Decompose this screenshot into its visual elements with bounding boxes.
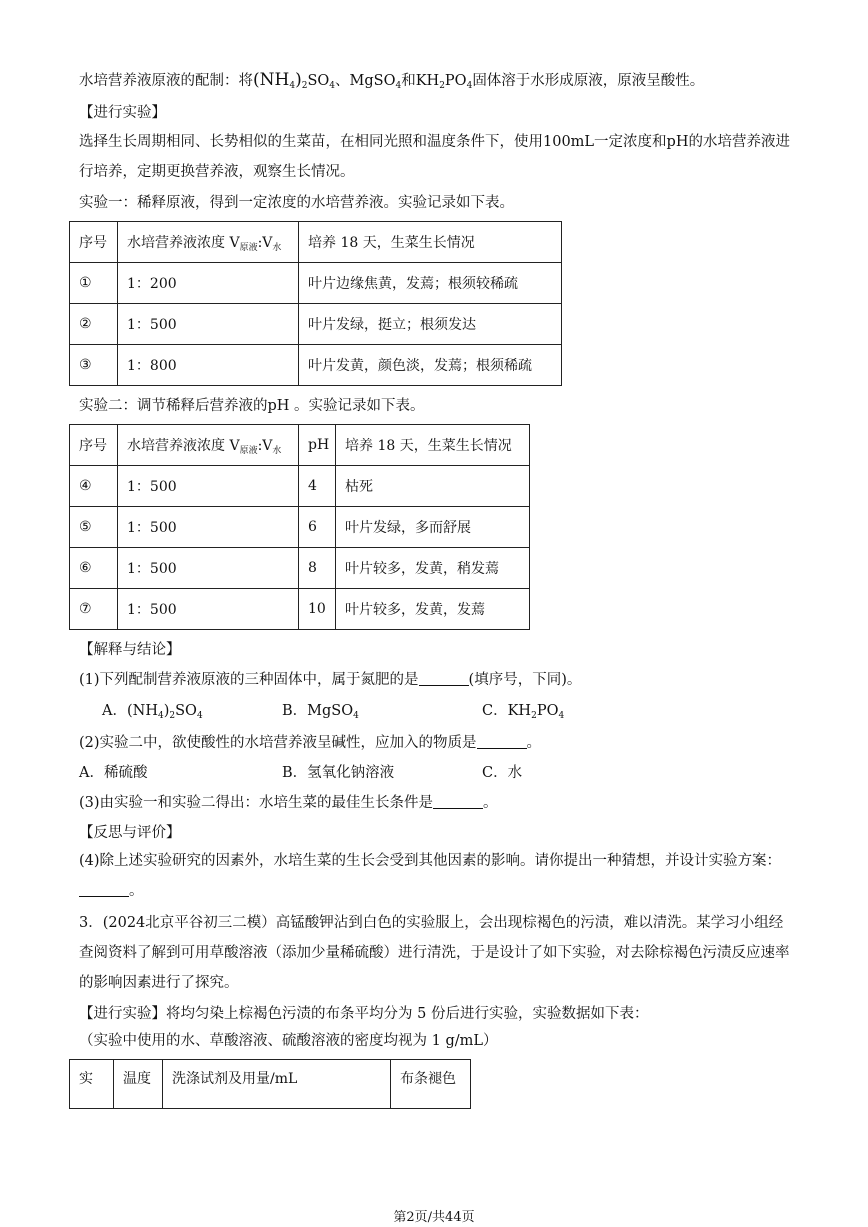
header-cell: 序号 <box>70 425 118 466</box>
header-cell: pH <box>299 425 336 466</box>
header-sub: 水 <box>272 242 282 253</box>
header-text: 水培营养液浓度 V <box>127 437 240 454</box>
formula-sub: 4 <box>157 711 164 721</box>
table-header-row <box>70 425 530 466</box>
q2-option-a: A．稀硫酸 <box>79 765 148 781</box>
formula-paren: ) <box>295 70 302 90</box>
question-tail: 。 <box>129 883 144 899</box>
table-cell: 叶片边缘焦黄，发蔫；根须较稀疏 <box>299 263 562 304</box>
formula-po: PO <box>444 73 467 89</box>
table-cell: 1：500 <box>118 589 299 630</box>
experiment2-title: 实验二：调节稀释后营养液的pH 。实验记录如下表。 <box>79 398 425 414</box>
question-text: (1)下列配制营养液原液的三种固体中，属于氮肥的是 <box>79 672 419 688</box>
intro-suffix: 固体溶于水形成原液，原液呈酸性。 <box>472 73 705 89</box>
question-text: (2)实验二中，欲使酸性的水培营养液呈碱性，应加入的物质是 <box>79 735 477 751</box>
option-label: C．KH <box>482 703 532 719</box>
header-cell: 温度 <box>114 1060 163 1109</box>
section-experiment: 【进行实验】 <box>79 105 166 121</box>
answer-blank[interactable] <box>419 671 469 686</box>
table-cell: 4 <box>299 466 336 507</box>
question-text: (3)由实验一和实验二得出：水培生菜的最佳生长条件是 <box>79 795 434 811</box>
question-tail: 。 <box>526 735 542 751</box>
question-tail: 。 <box>483 795 498 811</box>
question-text: (4)除上述实验研究的因素外，水培生菜的生长会受到其他因素的影响。请你提出一种猜想，并设计实验方案： <box>79 853 782 869</box>
option-label: A． <box>102 703 127 719</box>
table-cell: 10 <box>299 589 336 630</box>
section-reflection: 【反思与评价】 <box>79 825 181 841</box>
header-cell <box>118 425 299 466</box>
table-cell: ⑦ <box>70 589 118 630</box>
table-row <box>70 507 530 548</box>
table-header-row <box>70 1060 471 1109</box>
header-text: :V <box>257 437 273 454</box>
header-sub: 水 <box>272 445 282 456</box>
table-cell: 1：200 <box>118 263 299 304</box>
formula-sub: 4 <box>353 711 359 721</box>
q2-option-b: B．氢氧化钠溶液 <box>282 765 395 781</box>
page-footer: 第2页/共44页 <box>393 1210 475 1225</box>
table-cell: 1：500 <box>118 466 299 507</box>
problem-3-note: （实验中使用的水、草酸溶液、硫酸溶液的密度均视为 1 g/mL） <box>79 1033 498 1049</box>
header-sub: 原液 <box>239 242 258 253</box>
header-cell: 序号 <box>70 222 118 263</box>
experiment1-title: 实验一：稀释原液，得到一定浓度的水培营养液。实验记录如下表。 <box>79 195 514 211</box>
table-cell: 叶片发黄，颜色淡，发蔫；根须稀疏 <box>299 345 562 386</box>
intro-line <box>79 70 704 96</box>
table-cell: 叶片发绿，多而舒展 <box>336 507 530 548</box>
option-label: B．MgSO <box>282 703 354 719</box>
problem-3-text: 3．(2024北京平谷初三二模）高锰酸钾沾到白色的实验服上，会出现棕褐色的污渍，难以清洗。某学习小组经查阅资料了解到可用草酸溶液（添加少量稀硫酸）进行清洗，于是设计了如下实验，对去除棕褐色污渍反应速率的影响因素进行了探究。 <box>79 915 790 991</box>
table-cell: ③ <box>70 345 118 386</box>
table-cell: ④ <box>70 466 118 507</box>
table-cell: 1：500 <box>118 548 299 589</box>
formula-text: SO <box>175 703 197 719</box>
table-cell: ⑥ <box>70 548 118 589</box>
formula-sub: 4 <box>466 81 473 91</box>
formula-sub: 2 <box>169 711 176 721</box>
table-cell: ⑤ <box>70 507 118 548</box>
formula-sub: 2 <box>531 711 537 721</box>
question-1 <box>79 670 581 690</box>
formula-text: (NH <box>126 703 158 719</box>
formula-sub: 4 <box>395 81 402 91</box>
table-row <box>70 345 562 386</box>
formula-nh4: (NH <box>253 70 290 90</box>
header-cell: 布条褪色 <box>391 1060 471 1109</box>
problem-3-experiment <box>79 1004 648 1024</box>
table-problem3 <box>69 1059 471 1109</box>
table-cell: ① <box>70 263 118 304</box>
formula-text: PO <box>536 703 559 719</box>
table-header-row <box>70 222 562 263</box>
experiment-text: 将均匀染上棕褐色污渍的布条平均分为 5 份后进行实验，实验数据如下表： <box>166 1006 649 1022</box>
table-cell: 1：500 <box>118 304 299 345</box>
table-row <box>70 304 562 345</box>
header-text: 水培营养液浓度 V <box>127 234 240 251</box>
formula-sub: 2 <box>301 81 308 91</box>
header-cell: 实 <box>70 1060 114 1109</box>
answer-blank[interactable] <box>477 734 527 749</box>
table-cell: 6 <box>299 507 336 548</box>
header-sub: 原液 <box>239 445 258 456</box>
table-row <box>70 466 530 507</box>
formula-sub: 4 <box>196 711 203 721</box>
formula-kh2po4: 和KH <box>401 73 440 89</box>
table-cell: 1：500 <box>118 507 299 548</box>
header-cell: 培养 18 天，生菜生长情况 <box>336 425 530 466</box>
formula-sub: 2 <box>439 81 445 91</box>
table-row <box>70 548 530 589</box>
header-text: :V <box>257 234 273 251</box>
answer-blank[interactable] <box>79 882 129 897</box>
q2-option-c: C．水 <box>482 765 523 781</box>
section-conclusion: 【解释与结论】 <box>79 642 181 658</box>
table-cell: 叶片发绿，挺立；根须发达 <box>299 304 562 345</box>
formula-text: ) <box>163 703 170 719</box>
formula-sub: 4 <box>289 81 296 91</box>
table-cell: 叶片较多，发黄，稍发蔫 <box>336 548 530 589</box>
q1-option-b <box>282 701 359 726</box>
formula-sub: 4 <box>558 711 565 721</box>
section-label: 【进行实验】 <box>79 1006 166 1022</box>
q1-option-a <box>102 701 203 726</box>
header-cell: 培养 18 天，生菜生长情况 <box>299 222 562 263</box>
formula-so4: SO <box>307 73 330 89</box>
q1-option-c <box>482 701 564 726</box>
header-cell <box>118 222 299 263</box>
question-2 <box>79 733 541 753</box>
table-experiment2 <box>69 424 530 630</box>
table-row <box>70 589 530 630</box>
table-experiment1 <box>69 221 562 386</box>
header-cell: 洗涤试剂及用量/mL <box>163 1060 391 1109</box>
table-cell: 8 <box>299 548 336 589</box>
formula-sub: 4 <box>329 81 336 91</box>
table-cell: ② <box>70 304 118 345</box>
intro-prefix: 水培营养液原液的配制：将 <box>79 73 253 89</box>
table-cell: 叶片较多，发黄，发蔫 <box>336 589 530 630</box>
table-cell: 枯死 <box>336 466 530 507</box>
question-4 <box>79 846 791 906</box>
table-cell: 1：800 <box>118 345 299 386</box>
question-tail: (填序号，下同)。 <box>468 672 582 688</box>
experiment-description: 选择生长周期相同、长势相似的生菜苗，在相同光照和温度条件下，使用100mL一定浓度和pH的水培营养液进行培养，定期更换营养液，观察生长情况。 <box>79 134 790 180</box>
formula-mgso4: 、MgSO <box>335 73 396 89</box>
table-row <box>70 263 562 304</box>
answer-blank[interactable] <box>433 794 483 809</box>
question-3 <box>79 793 498 813</box>
